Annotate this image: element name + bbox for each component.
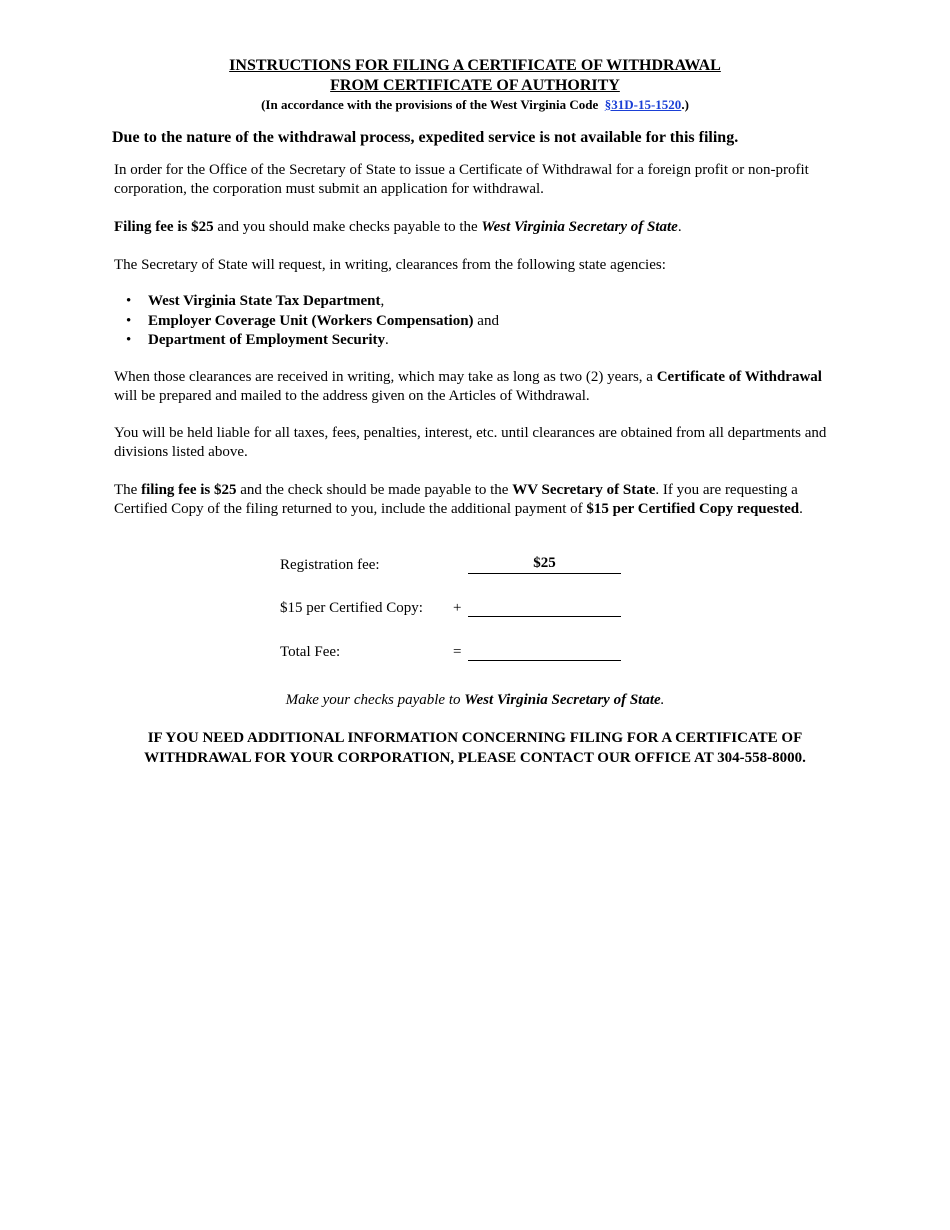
clearance-part-1: When those clearances are received in writing, which may take as long as two (2) years, a xyxy=(114,369,657,385)
filing-fee-payee: West Virginia Secretary of State xyxy=(481,219,678,235)
title-line-2: FROM CERTIFICATE OF AUTHORITY xyxy=(330,77,620,94)
agency-suffix: and xyxy=(473,312,499,329)
contact-notice xyxy=(114,729,836,768)
certified-copy-field[interactable] xyxy=(468,598,621,617)
agency-suffix: , xyxy=(380,293,385,309)
filing-fee-bold: Filing fee is $25 xyxy=(114,219,214,235)
filing-fee-paragraph xyxy=(114,218,844,237)
agency-name: West Virginia State Tax Department xyxy=(148,293,381,309)
fee-text-2: and the check should be made payable to the xyxy=(236,482,513,498)
registration-fee-value: $25 xyxy=(468,555,621,574)
certified-copy-label: $15 per Certified Copy: xyxy=(280,600,423,616)
contact-line-1: IF YOU NEED ADDITIONAL INFORMATION CONCERNING FILING FOR A CERTIFICATE OF xyxy=(147,730,803,746)
agency-item xyxy=(126,292,826,312)
equals-sign: = xyxy=(453,644,462,660)
fee-text-4: . xyxy=(799,501,803,517)
payable-payee: West Virginia Secretary of State xyxy=(464,692,661,708)
fee-text-1: The xyxy=(114,482,142,498)
bullet-icon: • xyxy=(126,293,132,309)
certified-copy-row xyxy=(280,593,625,617)
clearance-paragraph xyxy=(114,368,844,406)
agency-list xyxy=(126,292,826,351)
payable-end: . xyxy=(660,692,665,708)
total-fee-label: Total Fee: xyxy=(280,644,341,660)
total-fee-field[interactable] xyxy=(468,642,621,661)
fee-paragraph xyxy=(114,481,844,519)
subtitle-prefix: (In accordance with the provisions of the West Virginia Code xyxy=(261,97,599,112)
liability-paragraph: You will be held liable for all taxes, fees, penalties, interest, etc. until clearances are obtained from all departments and divisions listed above. xyxy=(114,425,827,460)
filing-fee-middle: and you should make checks payable to the xyxy=(213,219,482,235)
title-line-1: INSTRUCTIONS FOR FILING A CERTIFICATE OF WITHDRAWAL xyxy=(229,57,721,74)
agency-suffix: . xyxy=(385,332,389,348)
plus-sign: + xyxy=(453,600,462,616)
expedited-notice: Due to the nature of the withdrawal process, expedited service is not available for this filing. xyxy=(112,129,739,146)
registration-fee-label: Registration fee: xyxy=(280,557,380,573)
registration-fee-row xyxy=(280,550,625,574)
agency-item xyxy=(126,312,826,332)
fee-text-3: . If you are requesting a Certified Copy of the filing returned to you, include the additional payment of xyxy=(114,482,798,517)
subtitle-suffix: .) xyxy=(681,97,689,112)
subtitle xyxy=(0,97,950,113)
agency-name: Employer Coverage Unit (Workers Compensation) xyxy=(148,312,474,329)
clearance-bold: Certificate of Withdrawal xyxy=(656,369,822,385)
payable-note xyxy=(0,691,950,710)
total-fee-row xyxy=(280,637,625,661)
clearance-part-2: will be prepared and mailed to the address given on the Articles of Withdrawal. xyxy=(114,388,590,404)
payable-prefix: Make your checks payable to xyxy=(285,692,465,708)
contact-line-2: WITHDRAWAL FOR YOUR CORPORATION, PLEASE CONTACT OUR OFFICE AT 304-558-8000. xyxy=(144,749,806,766)
bullet-icon: • xyxy=(126,332,132,348)
fee-bold-1: filing fee is $25 xyxy=(141,482,237,498)
fee-bold-3: $15 per Certified Copy requested xyxy=(586,501,800,517)
agency-name: Department of Employment Security xyxy=(148,332,386,348)
code-link[interactable]: §31D-15-1520 xyxy=(604,97,682,112)
intro-paragraph: In order for the Office of the Secretary of State to issue a Certificate of Withdrawal for a foreign profit or non-profit corporation, the corporation must submit an application for withdrawal. xyxy=(114,162,809,197)
bullet-icon: • xyxy=(126,312,132,329)
filing-fee-end: . xyxy=(677,219,682,235)
clearances-intro: The Secretary of State will request, in writing, clearances from the following state agencies: xyxy=(114,257,666,273)
agency-item xyxy=(126,331,826,351)
fee-bold-2: WV Secretary of State xyxy=(512,482,656,498)
